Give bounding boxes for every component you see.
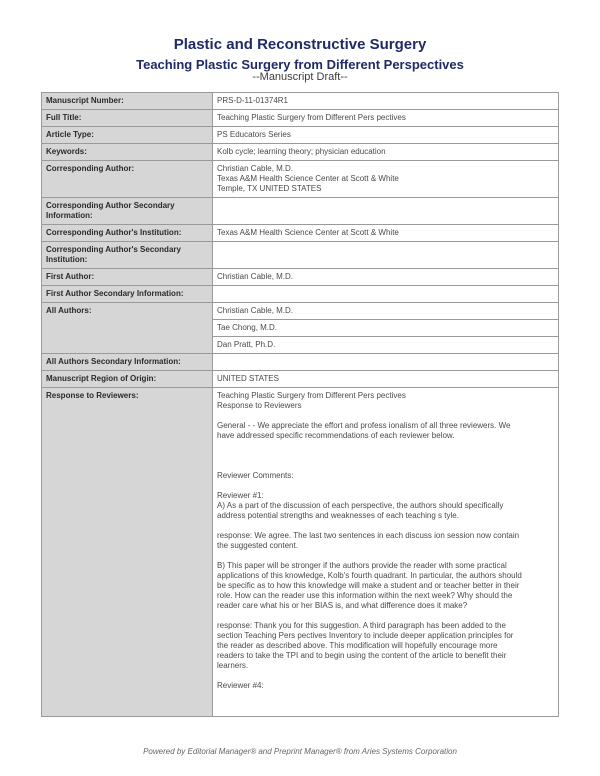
full-title-value: Teaching Plastic Surgery from Different Pers pectives [213,110,559,127]
response-line: the suggested content. [217,541,298,550]
row-label: Full Title: [42,110,213,127]
response-line: Reviewer #4: [217,681,264,690]
response-text [217,391,554,713]
table-row [42,93,559,110]
response-line: learners. [217,661,249,670]
response-line: response: We agree. The last two sentences in each discuss ion session now contain [217,531,520,540]
response-line: Response to Reviewers [217,401,302,410]
corresponding-author-value [213,161,559,198]
table-row [42,127,559,144]
table-row [42,354,559,371]
response-line: applications of this knowledge, Kolb's fourth quadrant. In particular, the authors should [217,571,522,580]
author-entry: Dan Pratt, Ph.D. [213,336,558,350]
corr-institution-value: Texas A&M Health Science Center at Scott & White [213,225,559,242]
draft-label: --Manuscript Draft-- [252,71,348,83]
author-institution: Texas A&M Health Science Center at Scott & White [217,174,399,183]
author-entry: Tae Chong, M.D. [213,319,558,333]
row-label: Article Type: [42,127,213,144]
page-title: Plastic and Reconstructive Surgery [173,36,427,53]
manuscript-number-value: PRS-D-11-01374R1 [213,93,559,110]
first-author-secondary-value [213,286,559,303]
response-line: General - - We appreciate the effort and profess ionalism of all three reviewers. We [217,421,511,430]
page-subtitle: Teaching Plastic Surgery from Different Perspectives [136,57,464,72]
table-row [42,225,559,242]
row-label: Response to Reviewers: [42,388,213,717]
response-line: response: Thank you for this suggestion. A third paragraph has been added to the [217,621,506,630]
author-location: Temple, TX UNITED STATES [217,184,322,193]
footer-credit: Powered by Editorial Manager® and Preprint Manager® from Aries Systems Corporation [143,747,457,756]
table-row [42,242,559,269]
response-line: address potential strengths and weaknesses of each teaching s tyle. [217,511,459,520]
table-row [42,161,559,198]
row-label: Manuscript Number: [42,93,213,110]
response-to-reviewers-value [213,388,559,717]
table-row [42,388,559,717]
row-label: First Author Secondary Information: [42,286,213,303]
response-line: have addressed specific recommendations of each reviewer below. [217,431,455,440]
response-line: the reader as described above. This modification will hopefully encourage more [217,641,498,650]
table-row [42,198,559,225]
response-line: reader care what his or her BIAS is, and what difference does it make? [217,601,468,610]
table-row [42,303,559,354]
table-row [42,144,559,161]
corr-secondary-value [213,198,559,225]
row-label: Corresponding Author Secondary Information: [42,198,213,225]
all-authors-secondary-value [213,354,559,371]
response-line: be specific as to how this knowledge will make a student and or teacher better in their [217,581,520,590]
row-label: Keywords: [42,144,213,161]
response-line: Teaching Plastic Surgery from Different Pers pectives [217,391,406,400]
keywords-value: Kolb cycle; learning theory; physician education [213,144,559,161]
row-label: Corresponding Author: [42,161,213,198]
response-line: role. How can the reader use this information within the next week? Why should the [217,591,513,600]
table-row [42,269,559,286]
all-authors-value [213,303,559,354]
response-line: Reviewer Comments: [217,471,294,480]
author-entry: Christian Cable, M.D. [217,306,294,315]
response-line: A) As a part of the discussion of each perspective, the authors should specifically [217,501,504,510]
row-label: First Author: [42,269,213,286]
row-label: Corresponding Author's Institution: [42,225,213,242]
response-line: B) This paper will be stronger if the authors provide the reader with some practical [217,561,507,570]
first-author-value: Christian Cable, M.D. [213,269,559,286]
author-name: Christian Cable, M.D. [217,164,294,173]
response-line: Reviewer #1: [217,491,264,500]
table-row [42,110,559,127]
row-label: Corresponding Author's Secondary Institution: [42,242,213,269]
corr-secondary-institution-value [213,242,559,269]
row-label: Manuscript Region of Origin: [42,371,213,388]
article-type-value: PS Educators Series [213,127,559,144]
response-line: readers to take the TPI and to begin using the content of the article to benefit their [217,651,507,660]
region-value: UNITED STATES [213,371,559,388]
table-row [42,286,559,303]
response-line: section Teaching Pers pectives Inventory to include deeper application principles for [217,631,514,640]
table-row [42,371,559,388]
manuscript-info-table [41,92,559,717]
row-label: All Authors: [42,303,213,354]
row-label: All Authors Secondary Information: [42,354,213,371]
